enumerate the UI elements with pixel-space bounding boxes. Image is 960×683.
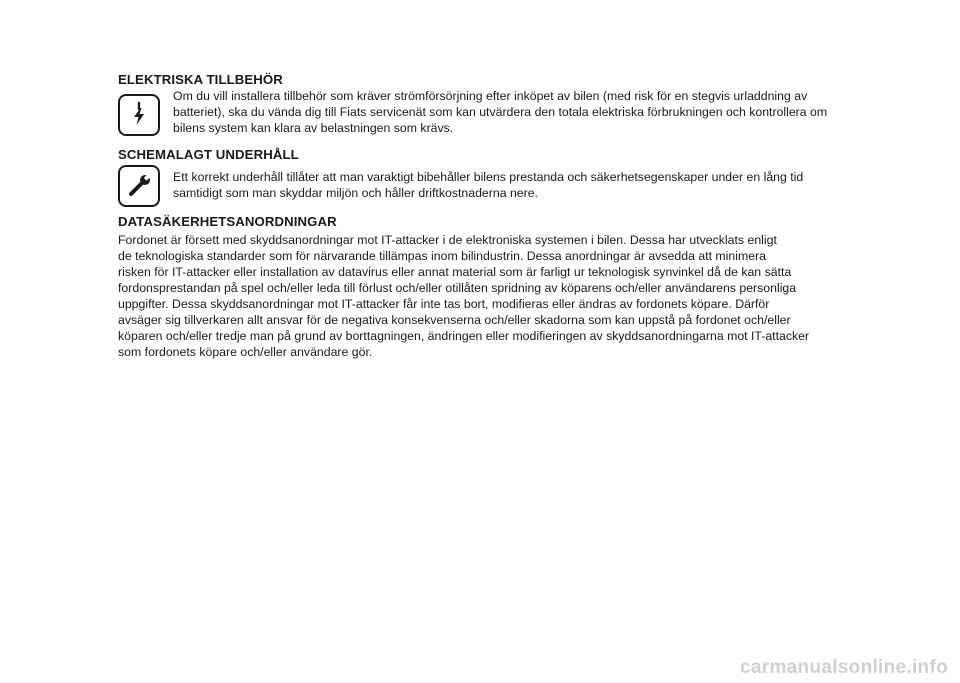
body-line: Om du vill installera tillbehör som kräver strömförsörjning efter inköpet av bilen (med risk för en stegvis urladdning av	[173, 89, 808, 103]
section-body-data-security	[118, 232, 809, 360]
body-line: Ett korrekt underhåll tillåter att man varaktigt bibehåller bilens prestanda och säkerhetsegenskaper under en lång tid	[173, 170, 804, 184]
section-heading-data-security: DATASÄKERHETSANORDNINGAR	[118, 214, 337, 229]
watermark: carmanualsonline.info	[740, 657, 948, 678]
lightning-bolt-icon	[118, 94, 160, 136]
body-line: avsäger sig tillverkaren allt ansvar för de negativa konsekvenserna och/eller skadorna som kan uppstå på fordonet och/eller	[118, 313, 791, 327]
body-line: köparen och/eller tredje man på grund av borttagningen, ändringen eller modifieringen av skyddsanordningarna mot IT-attacker	[118, 329, 810, 343]
body-line: bilens system kan klara av belastningen som krävs.	[173, 121, 454, 135]
body-line: risken för IT-attacker eller installation av datavirus eller annat material som är farligt ur teknologisk synvinkel då de kan sätta	[118, 265, 792, 279]
section-body-scheduled-maintenance	[173, 169, 803, 201]
body-line: uppgifter. Dessa skyddsanordningar mot IT-attacker får inte tas bort, modifieras eller ändras av fordonets köpare. Därför	[118, 297, 770, 311]
wrench-icon	[118, 165, 160, 207]
wrench-glyph	[125, 172, 153, 200]
body-line: som fordonets köpare och/eller användare gör.	[118, 345, 373, 359]
section-heading-electrical-accessories: ELEKTRISKA TILLBEHÖR	[118, 72, 283, 87]
body-line: samtidigt som man skyddar miljön och håller driftkostnaderna nere.	[173, 186, 538, 200]
body-line: de teknologiska standarder som för närvarande tillämpas inom bilindustrin. Dessa anordningar är avsedda att minimera	[118, 249, 766, 263]
body-line: fordonsprestandan på spel och/eller leda till förlust och/eller otillåten spridning av köparens och/eller användarens personliga	[118, 281, 797, 295]
section-heading-scheduled-maintenance: SCHEMALAGT UNDERHÅLL	[118, 147, 299, 162]
lightning-bolt-glyph	[125, 101, 153, 129]
section-body-electrical-accessories	[173, 88, 827, 136]
body-line: batteriet), ska du vända dig till Fiats servicenät som kan utvärdera den totala elektriska förbrukningen och kontrollera om	[173, 105, 828, 119]
body-line: Fordonet är försett med skyddsanordningar mot IT-attacker i de elektroniska systemen i bilen. Dessa har utvecklats enligt	[118, 233, 777, 247]
